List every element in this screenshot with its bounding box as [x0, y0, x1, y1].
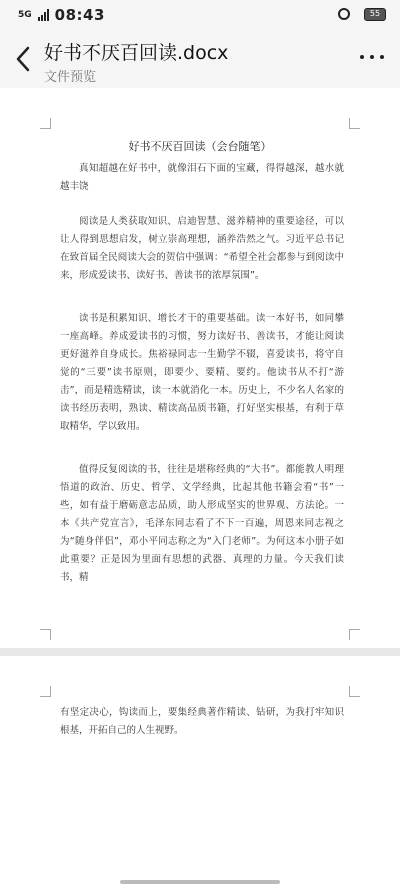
page-corner-mark — [349, 629, 360, 640]
battery-icon: 55 — [364, 8, 386, 21]
more-dot-icon — [380, 55, 384, 59]
page-corner-mark — [40, 629, 51, 640]
document-paragraph: 真知超越在好书中，就像泪石下面的宝藏，得得越深，越水就越丰饶 — [60, 163, 344, 192]
status-left — [0, 6, 105, 24]
file-title: 好书不厌百回读.docx — [44, 42, 229, 64]
document-page[interactable] — [0, 88, 400, 648]
signal-label: 5G — [18, 9, 32, 20]
app-header — [0, 30, 400, 88]
home-indicator[interactable] — [120, 880, 280, 884]
document-title: 好书不厌百回读（会台随笔） — [128, 140, 272, 153]
chevron-left-icon — [15, 46, 31, 72]
page-corner-mark — [40, 686, 51, 697]
page-corner-mark — [349, 118, 360, 129]
file-subtitle: 文件预览 — [44, 70, 97, 85]
alarm-icon — [338, 8, 350, 20]
status-time: 08:43 — [54, 6, 105, 24]
document-page[interactable] — [0, 656, 400, 888]
page-corner-mark — [40, 118, 51, 129]
more-dot-icon — [370, 55, 374, 59]
page-corner-mark — [349, 686, 360, 697]
document-paragraph: 值得反复阅读的书，往往是堪称经典的“大书”。都能教人明理悟道的政治、历史、哲学、文学经典，比起其他书籍会看“书”一些，如有益于磨砺意志品质，助人形成坚实的世界观、方法论。一本《共产党宣言》，毛泽东同志看了不下一百遍，周恩来同志视之为“随身伴侣”，邓小平同志称之为“入门老师”。为何这本小册子如此重要？正是因为里面有思想的武器、真理的力量。今天我们读书，精 — [60, 464, 344, 583]
back-button[interactable] — [10, 42, 36, 76]
more-options-button[interactable] — [360, 52, 384, 62]
document-paragraph: 读书是积累知识、增长才干的重要基础。读一本好书，如同攀一座高峰。养成爱读书的习惯，努力读好书、善读书，才能让阅读更好滋养自身成长。焦裕禄同志一生勤学不辍，喜爱读书，将守自觉的“三要”读书原则，即要少、要精、要约。他读书从不打“游击”，而是精选精读，读一本就消化一本。历史上，不少名人名家的读书经历表明，熟读、精读高品质书籍，打好坚实根基，有利于草取精华，学以致用。 — [60, 313, 344, 432]
page-separator — [0, 648, 400, 656]
status-bar — [0, 0, 400, 30]
more-dot-icon — [360, 55, 364, 59]
signal-icon — [38, 9, 49, 21]
document-paragraph: 有坚定决心，钩读而上，要集经典著作精读、钻研，为我打牢知识根基，开拓自己的人生视野。 — [60, 707, 344, 736]
document-paragraph: 阅读是人类获取知识、启迪智慧、滋养精神的重要途径，可以让人得到思想启发，树立崇高理想，涵养浩然之气。习近平总书记在致首届全民阅读大会的贺信中强调：“希望全社会都参与到阅读中来，形成爱读书、读好书、善读书的浓厚氛围”。 — [60, 216, 344, 281]
